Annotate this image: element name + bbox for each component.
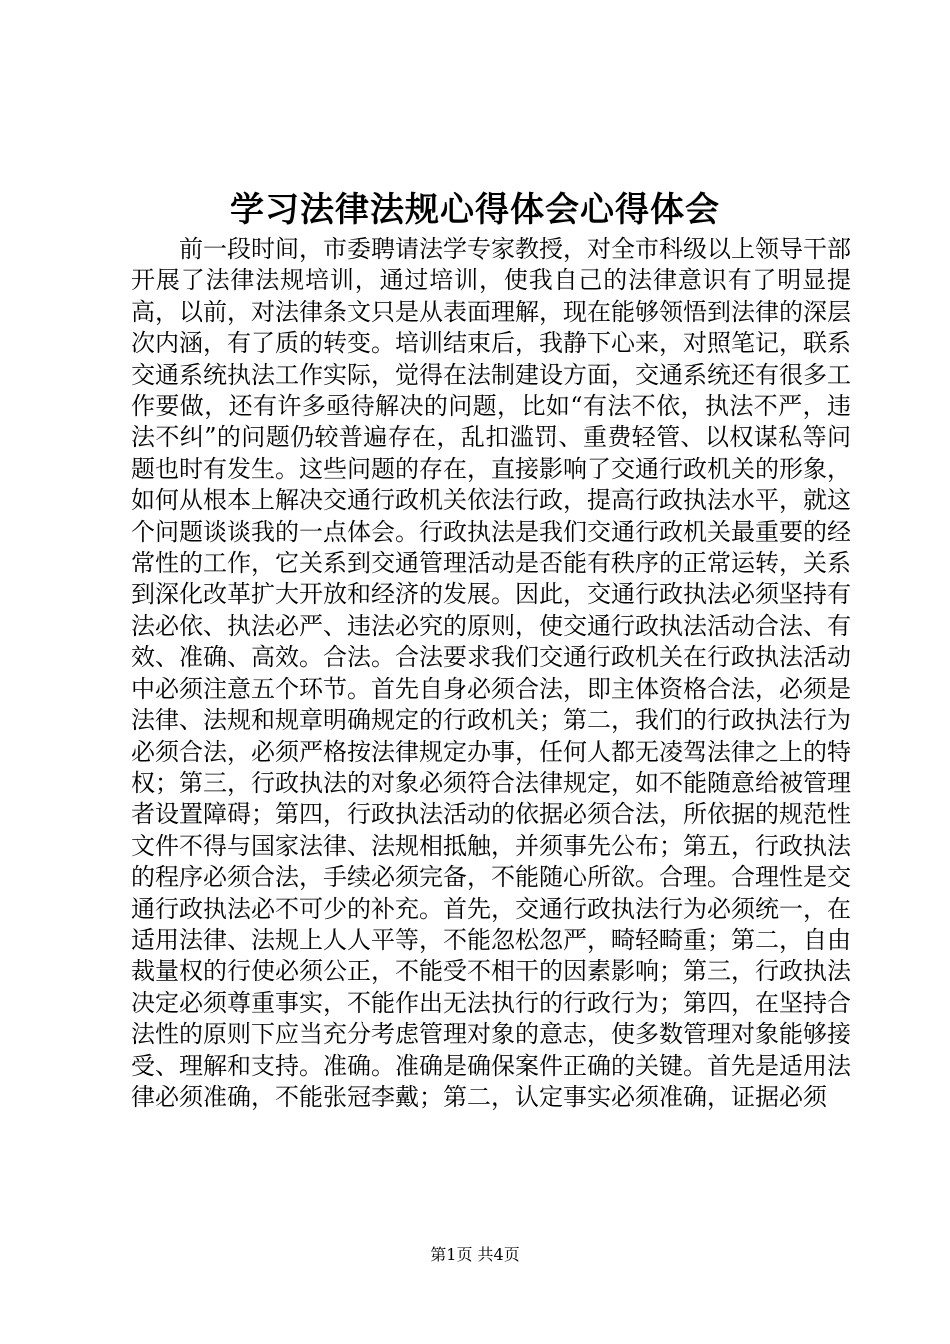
document-title: 学习法律法规心得体会心得体会	[230, 190, 720, 230]
page-number-footer: 第1页 共4页	[430, 1245, 520, 1264]
document-body-paragraph: 前一段时间，市委聘请法学专家教授，对全市科级以上领导干部开展了法律法规培训，通过培训，使我自己的法律意识有了明显提高，以前，对法律条文只是从表面理解，现在能够领悟到法律的深层次内涵，有了质的转变。培训结束后，我静下心来，对照笔记，联系交通系统执法工作实际，觉得在法制建设方面，交通系统还有很多工作要做，还有许多亟待解决的问题，比如“有法不依，执法不严，违法不纠”的问题仍较普遍存在，乱扣滥罚、重费轻管、以权谋私等问题也时有发生。这些问题的存在，直接影响了交通行政机关的形象，如何从根本上解决交通行政机关依法行政，提高行政执法水平，就这个问题谈谈我的一点体会。行政执法是我们交通行政机关最重要的经常性的工作，它关系到交通管理活动是否能有秩序的正常运转，关系到深化改革扩大开放和经济的发展。因此，交通行政执法必须坚持有法必依、执法必严、违法必究的原则，使交通行政执法活动合法、有效、准确、高效。合法。合法要求我们交通行政机关在行政执法活动中必须注意五个环节。首先自身必须合法，即主体资格合法，必须是法律、法规和规章明确规定的行政机关；第二，我们的行政执法行为必须合法，必须严格按法律规定办事，任何人都无凌驾法律之上的特权；第三，行政执法的对象必须符合法律规定，如不能随意给被管理者设置障碍；第四，行政执法活动的依据必须合法，所依据的规范性文件不得与国家法律、法规相抵触，并须事先公布；第五，行政执法的程序必须合法，手续必须完备，不能随心所欲。合理。合理性是交通行政执法必不可少的补充。首先，交通行政执法行为必须统一，在适用法律、法规上人人平等，不能忽松忽严，畸轻畸重；第二，自由裁量权的行使必须公正，不能受不相干的因素影响；第三，行政执法决定必须尊重事实，不能作出无法执行的行政行为；第四，在坚持合法性的原则下应当充分考虑管理对象的意志，使多数管理对象能够接受、理解和支持。准确。准确是确保案件正确的关键。首先是适用法律必须准确，不能张冠李戴；第二，认定事实必须准确，证据必须	[131, 235, 851, 1111]
